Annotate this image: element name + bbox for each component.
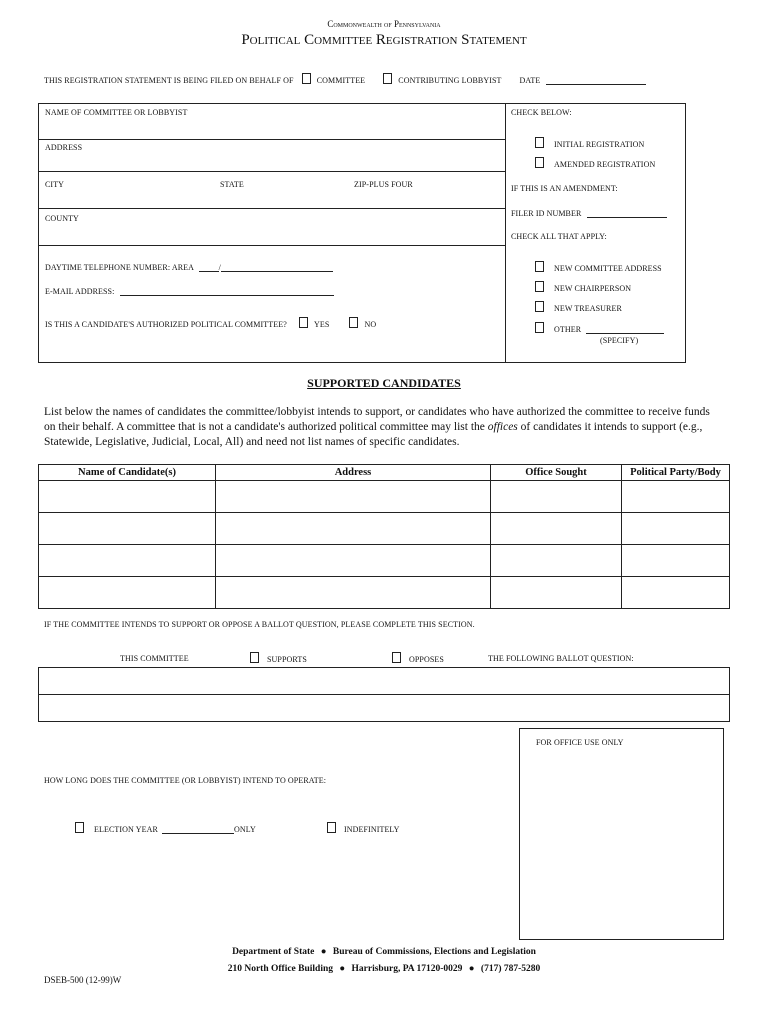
form-id: DSEB-500 (12-99)W: [44, 975, 122, 985]
cell-input[interactable]: [39, 577, 216, 609]
check-below-label: CHECK BELOW:: [511, 108, 572, 117]
cell-input[interactable]: [216, 577, 491, 609]
new-treasurer-label: NEW TREASURER: [554, 304, 622, 313]
table-row: [39, 513, 730, 545]
footer-department: Department of State: [232, 947, 315, 957]
no-checkbox[interactable]: [349, 317, 358, 328]
col-header-address: Address: [216, 465, 491, 481]
election-year-field[interactable]: [162, 824, 234, 834]
if-amendment-label: IF THIS IS AN AMENDMENT:: [511, 184, 618, 193]
commonwealth-heading: Commonwealth of Pennsylvania: [327, 19, 441, 29]
other-label: OTHER: [554, 325, 582, 334]
initial-registration-label: INITIAL REGISTRATION: [554, 140, 645, 149]
cell-input[interactable]: [39, 513, 216, 545]
supported-candidates-instructions: [44, 405, 714, 450]
new-address-label: NEW COMMITTEE ADDRESS: [554, 264, 662, 273]
new-treasurer-row: [535, 301, 622, 313]
amended-registration-checkbox[interactable]: [535, 157, 544, 168]
opposes-checkbox[interactable]: [392, 652, 401, 663]
indefinitely-label: INDEFINITELY: [344, 825, 400, 834]
col-header-party: Political Party/Body: [622, 465, 730, 481]
table-row: [39, 481, 730, 513]
email-label: E-MAIL ADDRESS:: [45, 287, 115, 296]
election-year-label: ELECTION YEAR: [94, 825, 158, 834]
cell-input[interactable]: [622, 577, 730, 609]
no-label: NO: [364, 320, 377, 329]
email-row: [45, 286, 334, 296]
ballot-question-field-2[interactable]: [38, 694, 730, 722]
county-field[interactable]: COUNTY: [45, 214, 79, 223]
cell-input[interactable]: [216, 513, 491, 545]
indefinitely-checkbox[interactable]: [327, 822, 336, 833]
candidates-table: [38, 464, 730, 609]
table-row: [39, 577, 730, 609]
office-use-label: FOR OFFICE USE ONLY: [536, 738, 624, 747]
ballot-opposes-row: [392, 652, 444, 664]
ballot-following: THE FOLLOWING BALLOT QUESTION:: [488, 654, 634, 663]
phone-label: DAYTIME TELEPHONE NUMBER: AREA: [45, 263, 194, 272]
name-field[interactable]: NAME OF COMMITTEE OR LOBBYIST: [45, 108, 188, 117]
committee-label: COMMITTEE: [316, 76, 366, 85]
state-field[interactable]: STATE: [220, 180, 244, 189]
new-chair-checkbox[interactable]: [535, 281, 544, 292]
supports-label: SUPPORTS: [267, 655, 307, 664]
filing-line: [44, 73, 646, 85]
filing-prefix: THIS REGISTRATION STATEMENT IS BEING FILED ON BEHALF OF: [44, 76, 294, 85]
instructions-emphasis: offices: [487, 421, 518, 433]
only-label: ONLY: [234, 825, 256, 834]
new-address-row: [535, 261, 662, 273]
col-header-name: Name of Candidate(s): [39, 465, 216, 481]
zip-field[interactable]: ZIP-PLUS FOUR: [354, 180, 413, 189]
supports-checkbox[interactable]: [250, 652, 259, 663]
filer-id-row: [511, 208, 667, 218]
amended-registration-label: AMENDED REGISTRATION: [554, 160, 656, 169]
other-checkbox[interactable]: [535, 322, 544, 333]
yes-label: YES: [313, 320, 330, 329]
instructions-part-2: of candidates it intends to support (e.g., Statewide, Legislative, Judicial, Local, All) and need not list names of specific candidates.: [44, 421, 703, 448]
ballot-supports-row: [250, 652, 307, 664]
duration-question: HOW LONG DOES THE COMMITTEE (OR LOBBYIST) INTEND TO OPERATE:: [44, 776, 327, 785]
authorized-question: IS THIS A CANDIDATE'S AUTHORIZED POLITICAL COMMITTEE?: [45, 320, 287, 329]
cell-input[interactable]: [491, 481, 622, 513]
indefinitely-row: [327, 822, 400, 834]
cell-input[interactable]: [491, 545, 622, 577]
check-all-label: CHECK ALL THAT APPLY:: [511, 232, 607, 241]
ballot-intro: IF THE COMMITTEE INTENDS TO SUPPORT OR OPPOSE A BALLOT QUESTION, PLEASE COMPLETE THIS SECTION.: [44, 620, 475, 629]
filer-id-label: FILER ID NUMBER: [511, 209, 582, 218]
footer-building: 210 North Office Building: [227, 964, 333, 974]
new-chair-row: [535, 281, 631, 293]
footer-bureau: Bureau of Commissions, Elections and Legislation: [332, 947, 536, 957]
lobbyist-label: CONTRIBUTING LOBBYIST: [398, 76, 502, 85]
page-title: Political Committee Registration Statement: [241, 32, 527, 48]
cell-input[interactable]: [622, 545, 730, 577]
initial-registration-checkbox[interactable]: [535, 137, 544, 148]
specify-label: (SPECIFY): [600, 336, 639, 345]
election-year-checkbox[interactable]: [75, 822, 84, 833]
cell-input[interactable]: [39, 545, 216, 577]
supported-candidates-heading: SUPPORTED CANDIDATES: [307, 376, 461, 390]
instructions-part-1: List below the names of candidates the committee/lobbyist intends to support, or candidates who have authorized the committee to receive funds on their behalf. A committee that is not a candidate's authorized political committee may list the: [44, 406, 710, 433]
other-field[interactable]: [586, 324, 664, 334]
footer-line-2: 210 North Office Building ● Harrisburg, PA 17120-0029 ● (717) 787-5280: [227, 964, 541, 974]
new-treasurer-checkbox[interactable]: [535, 301, 544, 312]
office-use-box: [519, 728, 724, 940]
city-field[interactable]: CITY: [45, 180, 65, 189]
ballot-question-field-1[interactable]: [38, 667, 730, 695]
election-year-row: [75, 822, 256, 834]
col-header-office: Office Sought: [491, 465, 622, 481]
yes-checkbox[interactable]: [299, 317, 308, 328]
date-label: DATE: [519, 76, 541, 85]
footer-phone: (717) 787-5280: [480, 964, 541, 974]
filer-id-field[interactable]: [587, 208, 667, 218]
footer-city: Harrisburg, PA 17120-0029: [351, 964, 463, 974]
authorized-row: [45, 317, 376, 329]
address-field[interactable]: ADDRESS: [45, 143, 83, 152]
area-code-field[interactable]: [199, 262, 219, 272]
phone-row: DAYTIME TELEPHONE NUMBER: AREA /: [45, 262, 333, 272]
cell-input[interactable]: [216, 481, 491, 513]
opposes-label: OPPOSES: [409, 655, 444, 664]
date-field[interactable]: [546, 75, 646, 85]
ballot-this-committee: THIS COMMITTEE: [120, 654, 189, 663]
lobbyist-checkbox[interactable]: [383, 73, 392, 84]
initial-row: [535, 137, 644, 149]
cell-input[interactable]: [622, 513, 730, 545]
amended-row: [535, 157, 655, 169]
email-field[interactable]: [120, 286, 334, 296]
phone-number-field[interactable]: [221, 262, 333, 272]
cell-input[interactable]: [622, 481, 730, 513]
cell-input[interactable]: [491, 513, 622, 545]
table-row: [39, 545, 730, 577]
other-row: [535, 322, 664, 334]
cell-input[interactable]: [216, 545, 491, 577]
new-address-checkbox[interactable]: [535, 261, 544, 272]
cell-input[interactable]: [491, 577, 622, 609]
new-chair-label: NEW CHAIRPERSON: [554, 284, 632, 293]
committee-checkbox[interactable]: [302, 73, 311, 84]
cell-input[interactable]: [39, 481, 216, 513]
footer-line-1: Department of State ● Bureau of Commissions, Elections and Legislation: [232, 947, 536, 957]
